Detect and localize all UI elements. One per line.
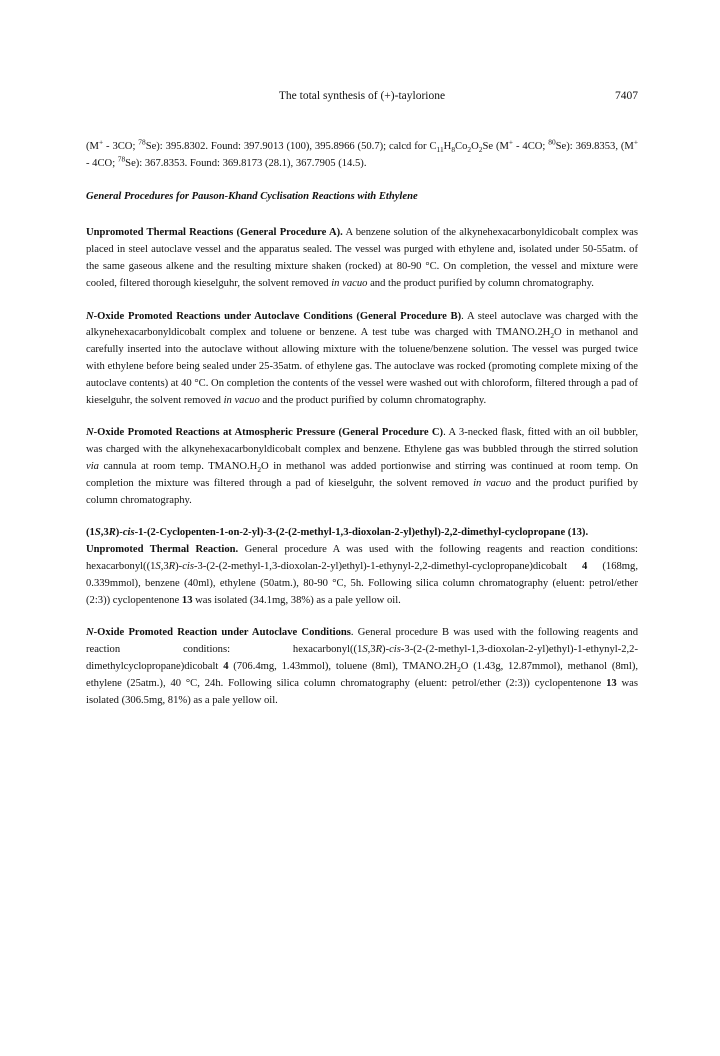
thermal-reaction-paragraph: Unpromoted Thermal Reaction. General procedure A was used with the following reagents and reaction conditions: hexacarbonyl((1S,3R)-cis-3-(2-(2-methyl-1,3-dioxolan-2-yl)ethyl)-1-ethynyl-2,2-dimethyl-cyclopropane)dicobalt 4 (168mg, 0.339mmol), benzene (40ml), ethylene (50atm.), 80-90 °C, 5h. Following silica column chromatography (eluent: petrol/ether (2:3)) cyclopentenone 13 was isolated (34.1mg, 38%) as a pale yellow oil. [86,544,638,606]
section-heading: General Procedures for Pauson-Khand Cyclisation Reactions with Ethylene [86,190,418,202]
procedure-b-paragraph: N-Oxide Promoted Reactions under Autoclave Conditions (General Procedure B). A steel autoclave was charged with the alkynehexacarbonyldicobalt complex and toluene or benzene. A test tube was charged with $TMANO.2H_2O$ in methanol and carefully inserted into the autoclave without allowing mixture with the toluene/benzene solution. The vessel was purged twice with ethylene before being sealed under 25-35atm. of ethylene gas. The autoclave was rocked (promoting complete mixing of the autoclave contents) at 40 °C. On completion the contents of the vessel were washed out with chloroform, filtered through a pad of kieselguhr, the solvent removed in vacuo and the product purified by column chromatography. [86,310,638,406]
running-title: The total synthesis of (+)-taylorione [278,90,446,102]
procedure-a-title: Unpromoted Thermal Reactions (General Procedure A). [86,227,343,239]
ms-data-paragraph: (M+ - 3CO; $^{78}$Se): 395.8302. Found: 397.9013 (100), 395.8966 (50.7); calcd for $C_{11}H_8Co_2O_2Se$ (M+ - 4CO; $^{80}$Se): 369.8353, (M+ - 4CO; $^{78}$Se): 367.8353. Found: 369.8173 (28.1), 367.7905 (14.5). [86,137,638,169]
compound-13-heading: (1S,3R)-cis-1-(2-Cyclopenten-1-on-2-yl)-3-(2-(2-methyl-1,3-dioxolan-2-yl)ethyl)-2,2-dimethyl-cyclopropane (13). [86,527,589,539]
autoclave-reaction-paragraph: N-Oxide Promoted Reaction under Autoclave Conditions. General procedure B was used with the following reagents and reaction conditions: hexacarbonyl((1S,3R)-cis-3-(2-(2-methyl-1,3-dioxolan-2-yl)ethyl)-1-ethynyl-2,2-dimethylcyclopropane)dicobalt 4 (706.4mg, 1.43mmol), toluene (8ml), $TMANO.2H_2O$ (1.43g, 12.87mmol), methanol (8ml), ethylene (25atm.), 40 °C, 24h. Following silica column chromatography (eluent: petrol/ether (2:3)) cyclopentenone 13 was isolated (306.5mg, 81%) as a pale yellow oil. [86,627,639,706]
procedure-a-paragraph: Unpromoted Thermal Reactions (General Procedure A). A benzene solution of the alkynehexacarbonyldicobalt complex was placed in steel autoclave vessel and the apparatus sealed. The vessel was purged with ethylene and, isolated under 50-55atm. of the same gaseous alkene and the resulting mixture shaken (rocked) at 80-90 °C. On completion, the vessel and mixture were cooled, filtered thorough kieselguhr, the solvent removed in vacuo and the product purified by column chromatography. [86,227,638,289]
article-body [86,139,638,709]
thermal-reaction-title: Unpromoted Thermal Reaction. [86,544,239,556]
autoclave-reaction-title: N-Oxide Promoted Reaction under Autoclave Conditions [86,627,351,639]
procedure-c-paragraph: N-Oxide Promoted Reactions at Atmospheric Pressure (General Procedure C). A 3-necked flask, fitted with an oil bubbler, was charged with the alkynehexacarbonyldicobalt complex and benzene. Ethylene gas was bubbled through the stirred solution via cannula at room temp. $TMANO.H_2O$ in methanol was added portionwise and stirring was continued at room temp. On completion the mixture was filtered through a pad of kieselguhr, the solvent removed in vacuo and the product purified by column chromatography. [86,427,638,506]
procedure-b-title: N-Oxide Promoted Reactions under Autoclave Conditions (General Procedure B) [86,310,462,322]
procedure-c-title: N-Oxide Promoted Reactions at Atmospheric Pressure (General Procedure C) [86,427,444,439]
page-number: 7407 [615,90,638,102]
